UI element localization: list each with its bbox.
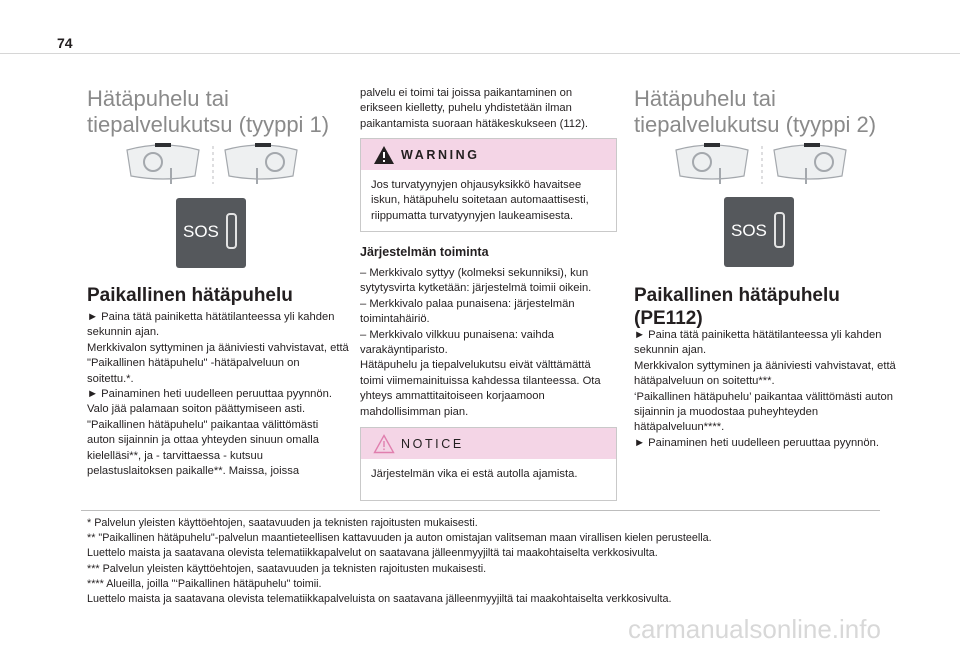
footnote: *** Palvelun yleisten käyttöehtojen, saatavuuden ja teknisten rajoitusten mukaisesti.	[87, 562, 487, 575]
sos-indicator-icon	[226, 213, 237, 249]
footer-divider	[81, 510, 880, 511]
left-heading	[87, 86, 349, 138]
sos-button	[176, 198, 246, 268]
right-paragraph: ► Paina tätä painiketta hätätilanteessa yli kahden sekunnin ajan.	[634, 329, 882, 357]
right-paragraph: Merkkivalon syttyminen ja ääniviesti vahvistavat, että hätäpalveluun on soitettu***.	[634, 359, 896, 388]
left-subheading: Paikallinen hätäpuhelu	[87, 285, 293, 306]
right-subheading-line-1: Paikallinen hätäpuhelu	[634, 285, 840, 306]
right-paragraph: ‘Paikallinen hätäpuhelu’ paikantaa välittömästi auton sijainnin ja muodostaa puheyhteyden hätäpalveluun****.	[634, 390, 893, 434]
right-subheading	[634, 284, 896, 330]
system-line: – Merkkivalo palaa punaisena: järjestelmän toimintahäiriö.	[360, 297, 575, 326]
sos-button-label: SOS	[183, 222, 219, 241]
left-paragraph: ► Paina tätä painiketta hätätilanteessa yli kahden sekunnin ajan.	[87, 311, 335, 339]
notice-label: NOTICE	[401, 436, 464, 451]
notice-text: Järjestelmän vika ei estä autolla ajamista.	[371, 468, 578, 480]
page-number: 74	[57, 35, 73, 51]
warning-triangle-icon	[373, 145, 395, 165]
left-paragraph: ► Painaminen heti uudelleen peruuttaa pyynnön.	[87, 388, 332, 401]
middle-continuation: palvelu ei toimi tai joissa paikantaminen on erikseen kielletty, puhelu yhdistetään ilman paikantamista suoraan hätäkeskukseen (112).	[360, 87, 589, 130]
right-paragraph: ► Painaminen heti uudelleen peruuttaa pyynnön.	[634, 436, 879, 449]
left-heading-line-2: tiepalvelukutsu (tyyppi 1)	[87, 112, 330, 137]
warning-label: WARNING	[401, 147, 480, 162]
notice-triangle-icon	[373, 434, 395, 454]
notice-header	[361, 428, 616, 459]
footnote: * Palvelun yleisten käyttöehtojen, saatavuuden ja teknisten rajoitusten mukaisesti.	[87, 517, 478, 529]
right-subheading-line-2: (PE112)	[634, 308, 703, 329]
footnote: Luettelo maista ja saatavana olevista telematiikkapalvelut on saatavana jälleenmyyjiltä tai maakohtaiselta verkkosivulta.	[87, 547, 658, 560]
watermark: carmanualsonline.info	[628, 614, 881, 644]
right-body	[634, 328, 896, 451]
system-heading: Järjestelmän toiminta	[360, 245, 489, 259]
system-line: – Merkkivalo syttyy (kolmeksi sekunniksi), kun sytytysvirta kytketään: järjestelmä toimii oikein.	[360, 267, 592, 295]
warning-text: Jos turvatyynyjen ohjausyksikkö havaitsee iskun, hätäpuhelu soitetaan automaattisesti, riippumatta turvatyynyjen laukeamisesta.	[371, 179, 589, 222]
sos-button-label: SOS	[731, 221, 767, 240]
right-heading-line-2: tiepalvelukutsu (tyyppi 2)	[634, 112, 877, 137]
sos-indicator-icon	[774, 212, 785, 248]
left-paragraph: Valo jää palamaan soiton päättymiseen asti.	[87, 403, 306, 416]
warning-box	[360, 138, 617, 232]
footnote: ** "Paikallinen hätäpuhelu"-palvelun maantieteellisen kattavuuden ja auton omistajan valitseman maan virallisen kielen perusteella.	[87, 532, 712, 545]
footnote: Luettelo maista ja saatavana olevista telematiikkapalveluista on saatavana jälleenmyyjiltä tai maakohtaiselta verkkosivulta.	[87, 593, 672, 606]
overhead-console-illustration	[674, 140, 850, 188]
system-line: Hätäpuhelu ja tiepalvelukutsu eivät välttämättä toimi viimemainituissa kahdessa tilanteessa. Ota yhteys ammattitaitoiseen korjaamoon mahdollisimman pian.	[360, 359, 601, 418]
footnote: **** Alueilla, joilla "‘Paikallinen hätäpuhelu" toimii.	[87, 577, 322, 590]
notice-box	[360, 427, 617, 501]
left-paragraph: "Paikallinen hätäpuhelu" paikantaa välittömästi auton sijainnin ja ottaa yhteyden sinuun omalla kielelläsi**, ja - tarvittaessa - kutsuu pelastuslaitoksen paikalle**. Maissa, joissa	[87, 418, 319, 478]
sos-button	[724, 197, 794, 267]
system-line: – Merkkivalo vilkkuu punaisena: vaihda varakäyntiparisto.	[360, 328, 555, 357]
right-heading	[634, 86, 896, 138]
warning-header	[361, 139, 616, 170]
right-heading-line-1: Hätäpuhelu tai	[634, 86, 776, 111]
overhead-console-illustration	[125, 140, 301, 188]
header-divider	[0, 53, 960, 54]
left-body	[87, 310, 349, 479]
system-body	[360, 266, 615, 420]
left-heading-line-1: Hätäpuhelu tai	[87, 86, 229, 111]
footnotes	[87, 516, 712, 607]
left-paragraph: Merkkivalon syttyminen ja ääniviesti vahvistavat, että "Paikallinen hätäpuhelu" -hätäpalveluun on soitettu.*.	[87, 341, 349, 385]
